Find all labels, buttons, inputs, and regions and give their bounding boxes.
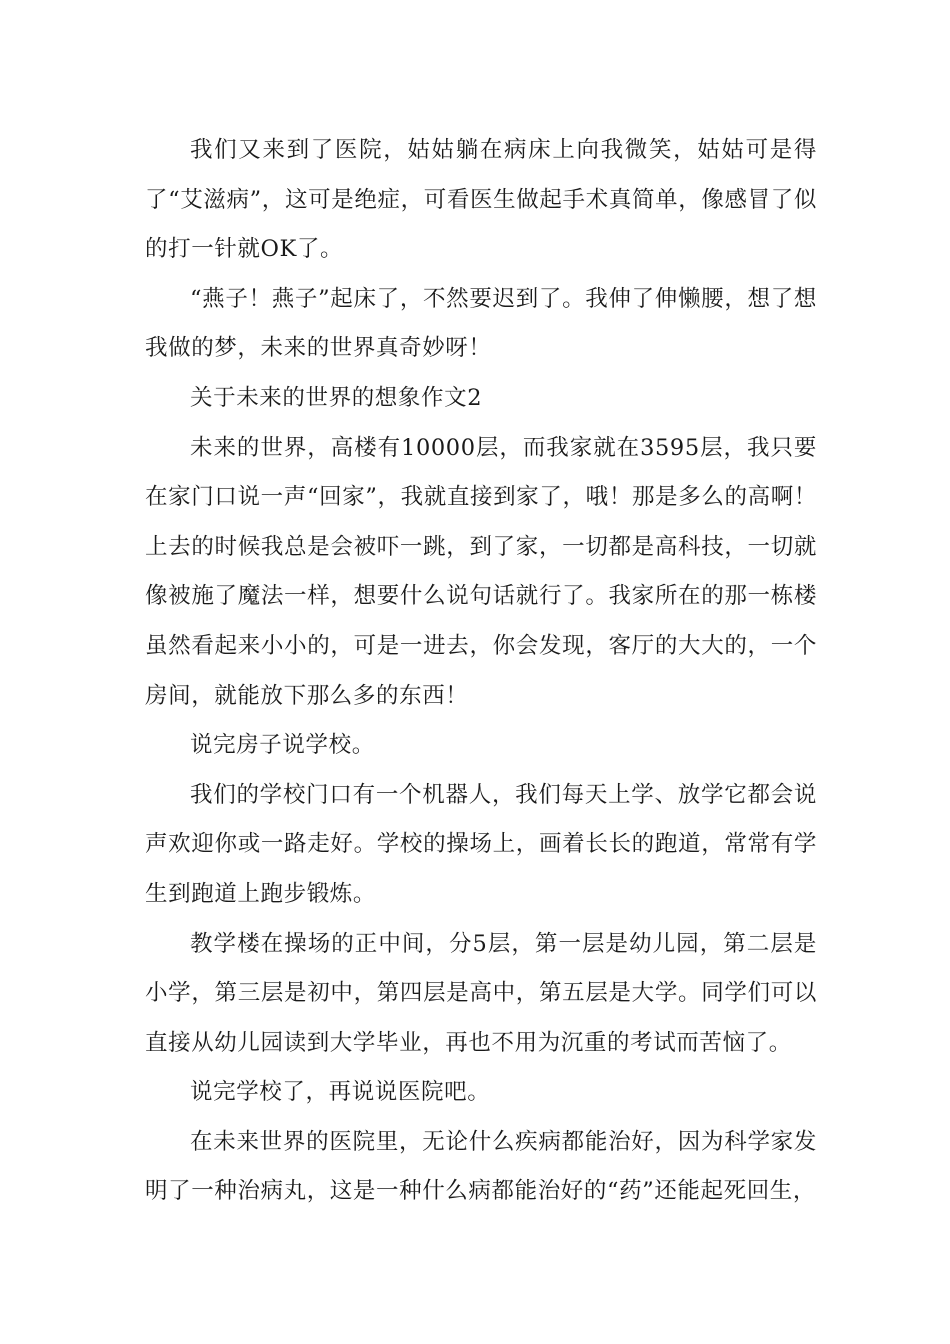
paragraph-transition-school: 说完房子说学校。	[190, 732, 375, 759]
paragraph-wake-up: “燕子！燕子”起床了，不然要迟到了。我伸了伸懒腰，想了想我做的梦，未来的世界真奇妙呀！	[145, 285, 817, 362]
paragraph-future-hospital: 在未来世界的医院里，无论什么疾病都能治好，因为科学家发明了一种治病丸，这是一种什么病都能治好的“药”还能起死回生，	[145, 1128, 817, 1205]
essay-title-2: 关于未来的世界的想象作文2	[190, 384, 483, 411]
paragraph-tall-building: 未来的世界，高楼有10000层，而我家就在3595层，我只要在家门口说一声“回家”，我就直接到家了，哦！那是多么的高啊！上去的时候我总是会被吓一跳，到了家，一切都是高科技，一切就像被施了魔法一样，想要什么说句话就行了。我家所在的那一栋楼虽然看起来小小的，可是一进去，你会发现，客厅的大大的，一个房间，就能放下那么多的东西！	[145, 434, 817, 709]
paragraph-school-robot: 我们的学校门口有一个机器人，我们每天上学、放学它都会说声欢迎你或一路走好。学校的操场上，画着长长的跑道，常常有学生到跑道上跑步锻炼。	[145, 781, 817, 907]
paragraph-teaching-building: 教学楼在操场的正中间，分5层，第一层是幼儿园，第二层是小学，第三层是初中，第四层是高中，第五层是大学。同学们可以直接从幼儿园读到大学毕业，再也不用为沉重的考试而苦恼了。	[145, 930, 817, 1056]
paragraph-transition-hospital: 说完学校了，再说说医院吧。	[190, 1079, 491, 1106]
document-body	[145, 126, 817, 1217]
paragraph-hospital-visit: 我们又来到了医院，姑姑躺在病床上向我微笑，姑姑可是得了“艾滋病”，这可是绝症，可看医生做起手术真简单，像感冒了似的打一针就OK了。	[145, 137, 817, 263]
